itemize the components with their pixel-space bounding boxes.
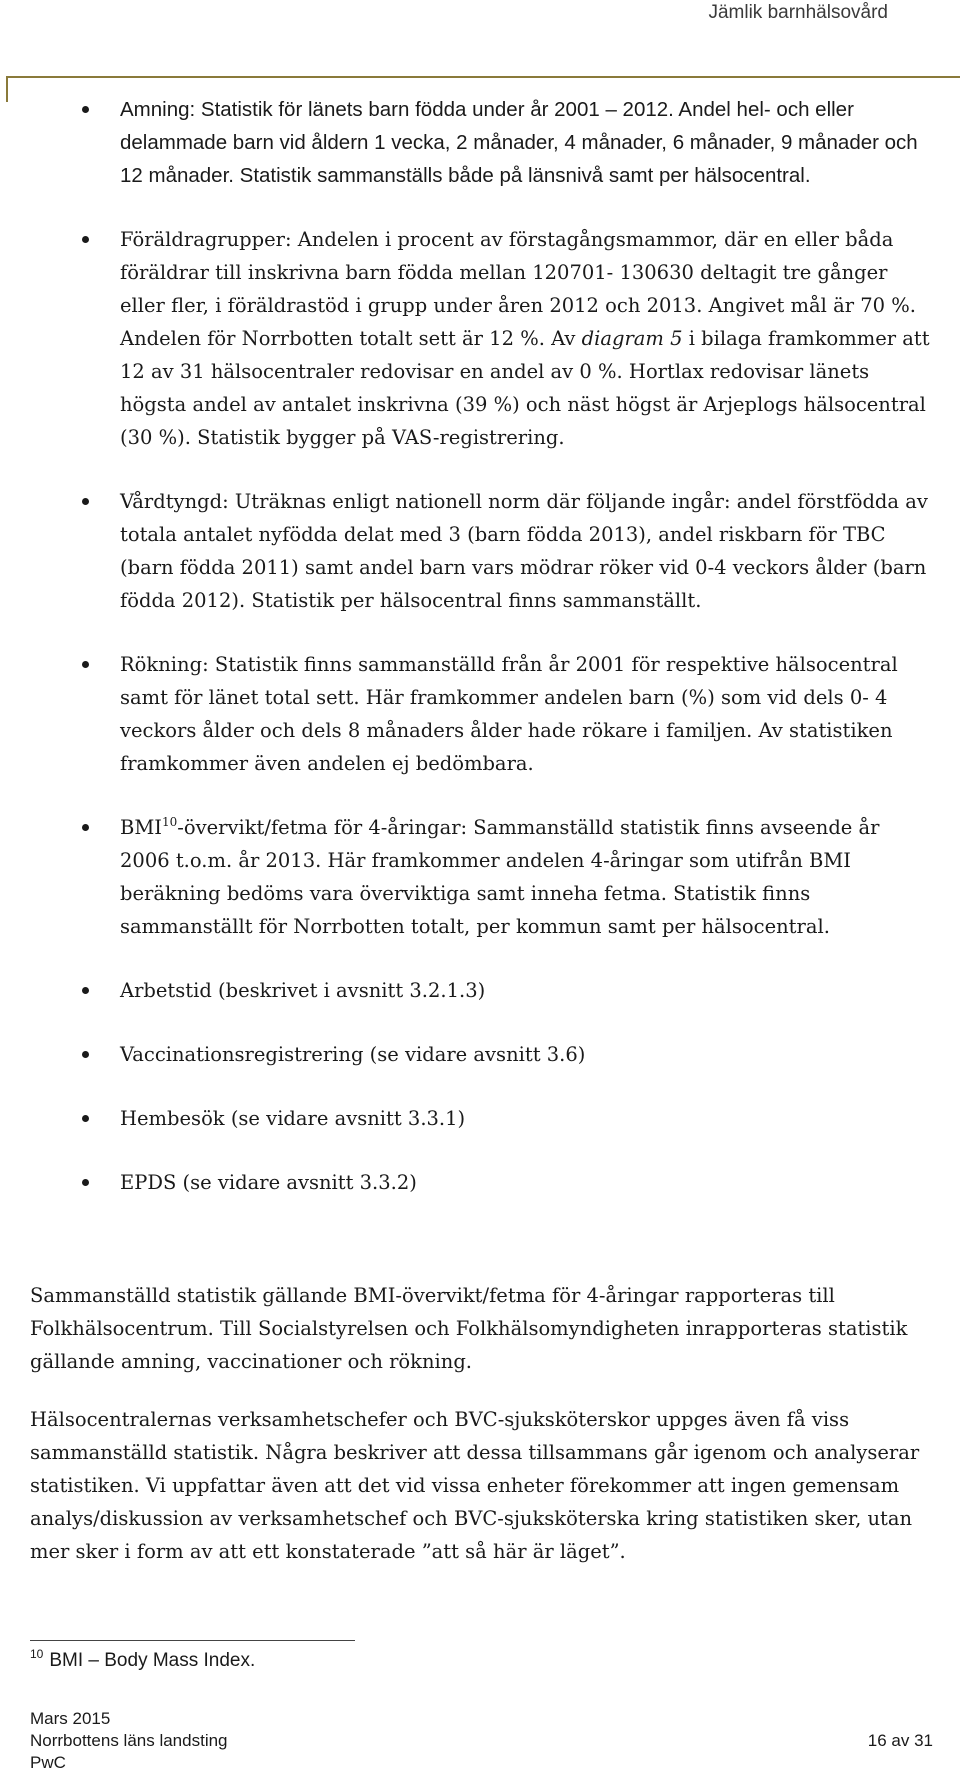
header-rule-corner	[6, 76, 8, 102]
list-item-text: Hembesök (se vidare avsnitt 3.3.1)	[120, 1107, 466, 1130]
page-footer	[30, 1708, 935, 1774]
list-item-vaccinationsregistrering	[30, 1038, 935, 1071]
list-item-text-continued: i bilaga framkommer att 12 av 31 hälsocentraler redovisar en andel av 0 %. Hortlax redovisar länets högsta andel av antalet inskrivna (39 %) och näst högst är Arjeplogs hälsocentral (30 %). Statistik bygger på VAS-registrering.	[120, 327, 930, 449]
statistics-bullet-list	[30, 93, 935, 1230]
header-rule	[6, 76, 960, 78]
bullet-icon	[82, 661, 89, 668]
list-item-amning	[30, 93, 935, 192]
diagram-reference: diagram 5	[581, 327, 683, 350]
footnote	[30, 1647, 256, 1672]
bullet-icon	[82, 498, 89, 505]
running-header-title: Jämlik barnhälsovård	[708, 2, 888, 23]
bullet-icon	[82, 987, 89, 994]
list-item-bmi	[30, 811, 935, 943]
bullet-icon	[82, 824, 89, 831]
footnote-number: 10	[30, 1647, 44, 1661]
list-item-text: Vaccinationsregistrering (se vidare avsnitt 3.6)	[120, 1043, 586, 1066]
list-item-foraldragrupper	[30, 223, 935, 454]
footer-author: PwC	[30, 1753, 66, 1772]
body-paragraph-analysis: Hälsocentralernas verksamhetschefer och BVC-sjuksköterskor uppges även få viss sammanställd statistik. Några beskriver att dessa tillsammans går igenom och analyserar statistiken. Vi uppfattar även att det vid vissa enheter förekommer att ingen gemensam analys/diskussion av verksamhetschef och BVC-sjuksköterska kring statistiken sker, utan mer sker i form av att ett konstaterade ”att så här är läget”.	[30, 1408, 920, 1563]
footnote-marker[interactable]: 10	[162, 815, 178, 829]
list-item-vardtyngd	[30, 485, 935, 617]
list-item-text: Vårdtyngd: Uträknas enligt nationell norm där följande ingår: andel förstfödda av totala antalet nyfödda delat med 3 (barn födda 2013), andel riskbarn för TBC (barn födda 2011) samt andel barn vars mödrar röker vid 0-4 veckors ålder (barn födda 2012). Statistik per hälsocentral finns sammanställt.	[120, 490, 928, 612]
footnote-separator	[30, 1640, 355, 1641]
bullet-icon	[82, 1179, 89, 1186]
footnote-text: BMI – Body Mass Index.	[49, 1650, 256, 1671]
bullet-icon	[82, 106, 89, 113]
footer-organization: Norrbottens läns landsting	[30, 1731, 228, 1750]
list-item-text: -övervikt/fetma för 4-åringar: Sammanställd statistik finns avseende år 2006 t.o.m. år 2013. Här framkommer andelen 4-åringar som utifrån BMI beräkning bedöms vara överviktiga samt inneha fetma. Statistik finns sammanställt för Norrbotten totalt, per kommun samt per hälsocentral.	[120, 816, 880, 938]
list-item-lead: BMI	[120, 816, 162, 839]
list-item-hembesok	[30, 1102, 935, 1135]
page-number: 16 av 31	[867, 1731, 933, 1750]
list-item-epds	[30, 1166, 935, 1199]
body-paragraph-reporting: Sammanställd statistik gällande BMI-övervikt/fetma för 4-åringar rapporteras till Folkhälsocentrum. Till Socialstyrelsen och Folkhälsomyndigheten inrapporteras statistik gällande amning, vaccinationer och rökning.	[30, 1284, 908, 1373]
list-item-text: Amning: Statistik för länets barn födda under år 2001 – 2012. Andel hel- och eller delammade barn vid åldern 1 vecka, 2 månader, 4 månader, 6 månader, 9 månader och 12 månader. Statistik sammanställs både på länsnivå samt per hälsocentral.	[120, 98, 918, 187]
list-item-arbetstid	[30, 974, 935, 1007]
footer-date: Mars 2015	[30, 1709, 111, 1728]
list-item-rokning	[30, 648, 935, 780]
bullet-icon	[82, 236, 89, 243]
list-item-text: EPDS (se vidare avsnitt 3.3.2)	[120, 1171, 417, 1194]
list-item-text: Arbetstid (beskrivet i avsnitt 3.2.1.3)	[120, 979, 486, 1002]
bullet-icon	[82, 1115, 89, 1122]
list-item-text: Föräldragrupper: Andelen i procent av förstagångsmammor, där en eller båda föräldrar till inskrivna barn födda mellan 120701- 130630 deltagit tre gånger eller fler, i föräldrastöd i grupp under åren 2012 och 2013. Angivet mål är 70 %. Andelen för Norrbotten totalt sett är 12 %. Av	[120, 228, 916, 350]
list-item-text: Rökning: Statistik finns sammanställd från år 2001 för respektive hälsocentral samt för länet total sett. Här framkommer andelen barn (%) som vid dels 0- 4 veckors ålder och dels 8 månaders ålder hade rökare i familjen. Av statistiken framkommer även andelen ej bedömbara.	[120, 653, 898, 775]
bullet-icon	[82, 1051, 89, 1058]
